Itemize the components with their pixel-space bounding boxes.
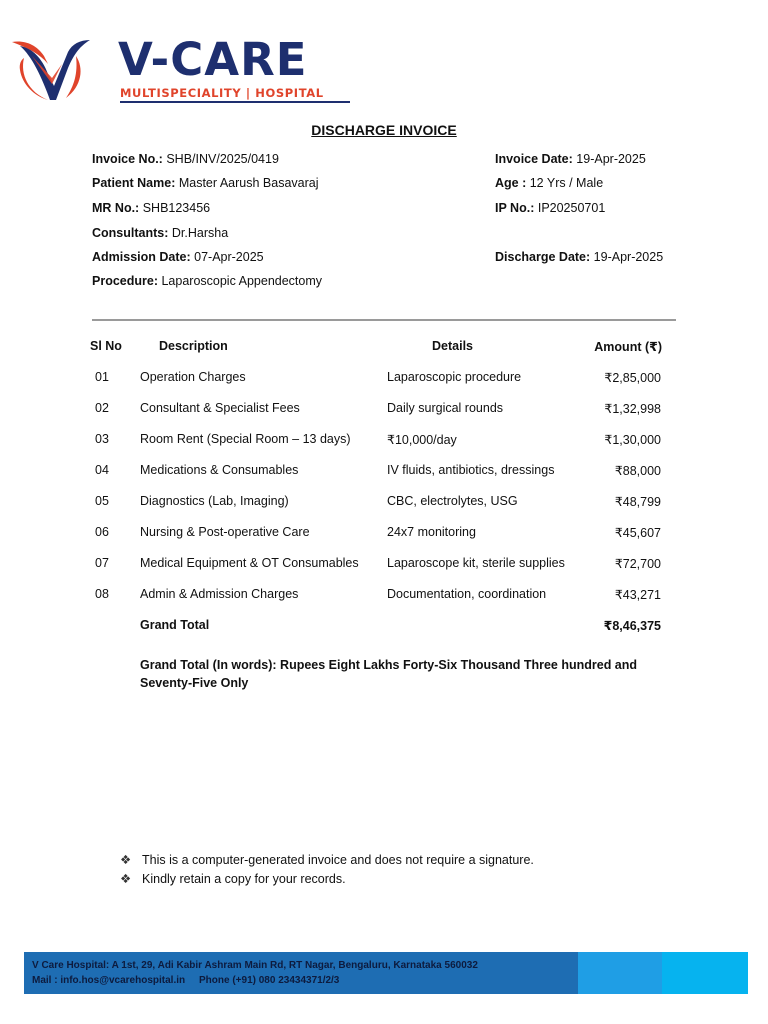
row-sl-no: 02 (95, 401, 109, 415)
invoice-date-label: Invoice Date: (495, 152, 573, 166)
row-details: ₹10,000/day (387, 433, 457, 447)
row-description: Medical Equipment & OT Consumables (140, 556, 359, 570)
row-description: Room Rent (Special Room – 13 days) (140, 432, 351, 446)
row-sl-no: 04 (95, 463, 109, 477)
row-details: Laparoscope kit, sterile supplies (387, 556, 565, 570)
ip-no-value: IP20250701 (537, 201, 606, 215)
section-divider (92, 319, 676, 321)
row-description: Nursing & Post-operative Care (140, 525, 310, 539)
row-sl-no: 07 (95, 556, 109, 570)
patient-name-label: Patient Name: (92, 176, 176, 190)
note-text: Kindly retain a copy for your records. (142, 872, 346, 886)
consultants-value: Dr.Harsha (171, 226, 229, 240)
row-amount: ₹72,700 (614, 557, 661, 571)
header-description: Description (159, 339, 228, 353)
row-details: Documentation, coordination (387, 587, 547, 601)
footer-address: V Care Hospital: A 1st, 29, Adi Kabir Ashram Main Rd, RT Nagar, Bengaluru, Karnataka 560032 (32, 960, 478, 971)
grand-total-label: Grand Total (140, 618, 210, 632)
brand-tagline: MULTISPECIALITY | HOSPITAL (120, 86, 350, 103)
mr-no-value: SHB123456 (142, 201, 211, 215)
discharge-date-field (495, 250, 663, 264)
admission-date-label: Admission Date: (92, 250, 191, 264)
patient-name-field (92, 176, 319, 190)
invoice-date-value: 19-Apr-2025 (576, 152, 646, 166)
procedure-field (92, 274, 322, 288)
row-details: 24x7 monitoring (387, 525, 476, 539)
consultants-label: Consultants: (92, 226, 169, 240)
row-amount: ₹1,32,998 (604, 402, 661, 416)
row-sl-no: 05 (95, 494, 109, 508)
row-amount: ₹1,30,000 (604, 433, 661, 447)
ip-no-field (495, 201, 605, 215)
row-details: IV fluids, antibiotics, dressings (387, 463, 555, 477)
mr-no-field (92, 201, 210, 215)
invoice-date-field (495, 152, 646, 166)
row-sl-no: 03 (95, 432, 109, 446)
footer-text (32, 958, 478, 988)
document-title: DISCHARGE INVOICE (311, 122, 457, 138)
v-care-logo-icon (10, 34, 92, 106)
row-amount: ₹48,799 (614, 495, 661, 509)
age-value: 12 Yrs / Male (529, 176, 604, 190)
invoice-no-label: Invoice No.: (92, 152, 163, 166)
row-description: Diagnostics (Lab, Imaging) (140, 494, 289, 508)
row-amount: ₹43,271 (614, 588, 661, 602)
row-details: Daily surgical rounds (387, 401, 504, 415)
header-details: Details (432, 339, 473, 353)
row-sl-no: 08 (95, 587, 109, 601)
ip-no-label: IP No.: (495, 201, 535, 215)
row-amount: ₹88,000 (614, 464, 661, 478)
header-amount: Amount (₹) (594, 340, 662, 354)
row-description: Medications & Consumables (140, 463, 299, 477)
footer-contact: Mail : info.hos@vcarehospital.in Phone (+91) 080 23434371/2/3 (32, 975, 340, 986)
row-details: CBC, electrolytes, USG (387, 494, 518, 508)
row-description: Consultant & Specialist Fees (140, 401, 300, 415)
diamond-bullet-icon: ❖ (120, 853, 132, 867)
age-field (495, 176, 603, 190)
note-item (120, 852, 534, 867)
diamond-bullet-icon: ❖ (120, 872, 132, 886)
hospital-logo (10, 34, 350, 106)
admission-date-value: 07-Apr-2025 (194, 250, 264, 264)
age-label: Age : (495, 176, 527, 190)
consultants-field (92, 226, 228, 240)
invoice-no-value: SHB/INV/2025/0419 (166, 152, 279, 166)
footer-bar (24, 952, 748, 994)
procedure-label: Procedure: (92, 274, 158, 288)
grand-total-amount: ₹8,46,375 (603, 619, 661, 633)
row-sl-no: 06 (95, 525, 109, 539)
row-sl-no: 01 (95, 370, 109, 384)
mr-no-label: MR No.: (92, 201, 140, 215)
discharge-date-label: Discharge Date: (495, 250, 591, 264)
invoice-no-field (92, 152, 279, 166)
header-sl-no: Sl No (90, 339, 122, 353)
row-amount: ₹45,607 (614, 526, 661, 540)
patient-name-value: Master Aarush Basavaraj (178, 176, 319, 190)
note-text: This is a computer-generated invoice and does not require a signature. (142, 853, 534, 867)
row-description: Operation Charges (140, 370, 246, 384)
procedure-value: Laparoscopic Appendectomy (161, 274, 323, 288)
row-amount: ₹2,85,000 (604, 371, 661, 385)
footer-light-panel (662, 952, 748, 994)
discharge-date-value: 19-Apr-2025 (593, 250, 664, 264)
note-item (120, 871, 346, 886)
grand-total-in-words: Grand Total (In words): Rupees Eight Lakhs Forty-Six Thousand Three hundred and Seventy-Five Only (140, 658, 638, 690)
brand-name: V-CARE (118, 33, 308, 86)
row-details: Laparoscopic procedure (387, 370, 522, 384)
footer-mid-panel (578, 952, 662, 994)
row-description: Admin & Admission Charges (140, 587, 299, 601)
admission-date-field (92, 250, 264, 264)
